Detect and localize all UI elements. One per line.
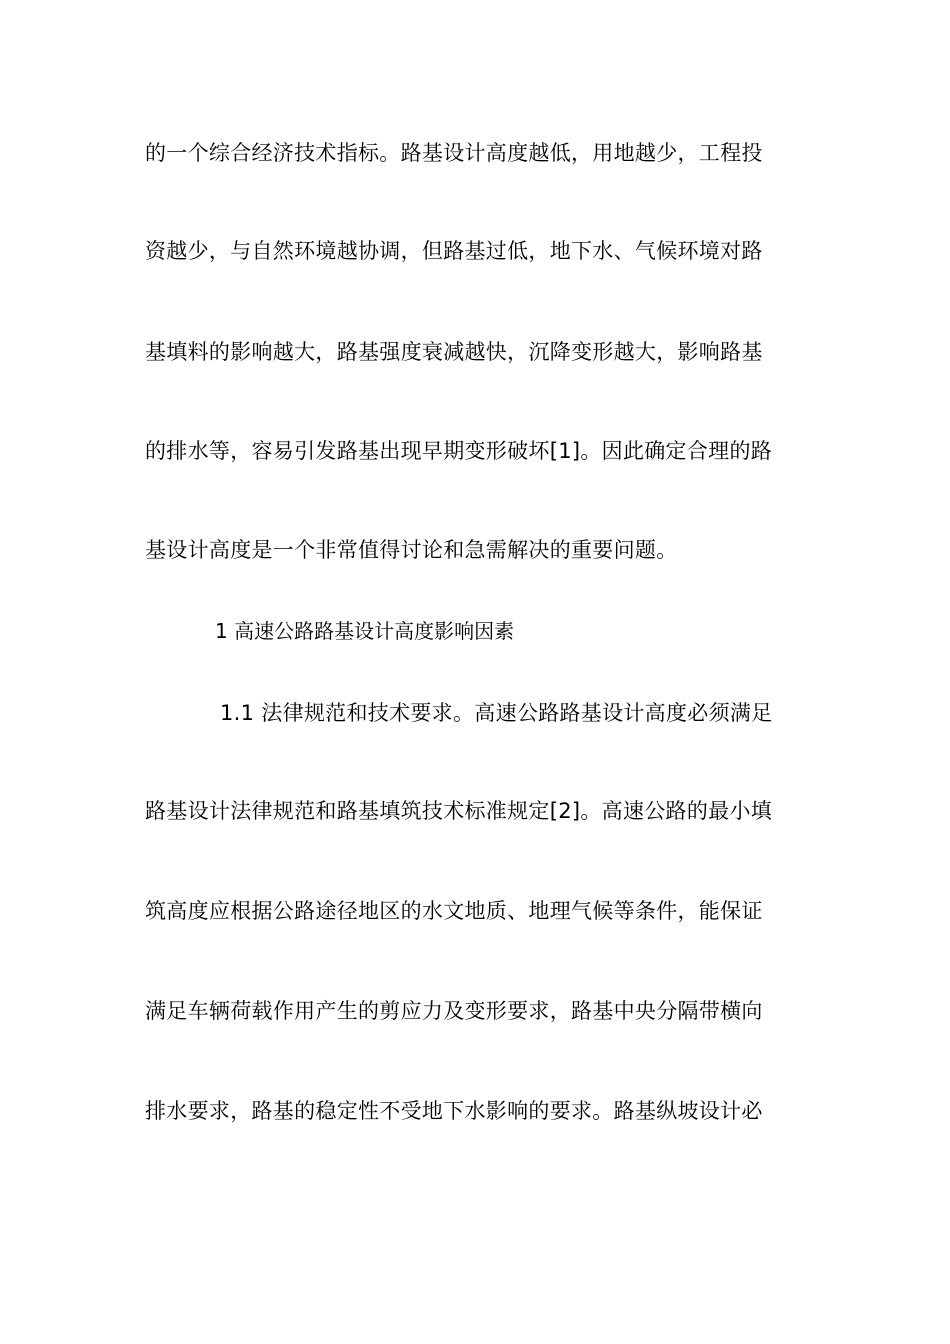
paragraph-line: 资越少，与自然环境越协调，但路基过低，地下水、气候环境对路 [145,239,763,263]
section-heading: 1 高速公路路基设计高度影响因素 [215,619,515,643]
paragraph-line: 筑高度应根据公路途径地区的水文地质、地理气候等条件，能保证 [145,899,763,923]
paragraph-line: 满足车辆荷载作用产生的剪应力及变形要求，路基中央分隔带横向 [145,999,763,1023]
paragraph-line: 基设计高度是一个非常值得讨论和急需解决的重要问题。 [145,538,678,562]
paragraph-line: 路基设计法律规范和路基填筑技术标准规定[2]。高速公路的最小填 [145,799,773,823]
paragraph-line: 的排水等，容易引发路基出现早期变形破坏[1]。因此确定合理的路 [145,439,773,463]
paragraph-line: 排水要求，路基的稳定性不受地下水影响的要求。路基纵坡设计必 [145,1099,763,1123]
paragraph-line: 1.1 法律规范和技术要求。高速公路路基设计高度必须满足 [220,701,773,725]
paragraph-line: 的一个综合经济技术指标。路基设计高度越低，用地越少，工程投 [145,141,763,165]
paragraph-line: 基填料的影响越大，路基强度衰减越快，沉降变形越大，影响路基 [145,340,763,364]
